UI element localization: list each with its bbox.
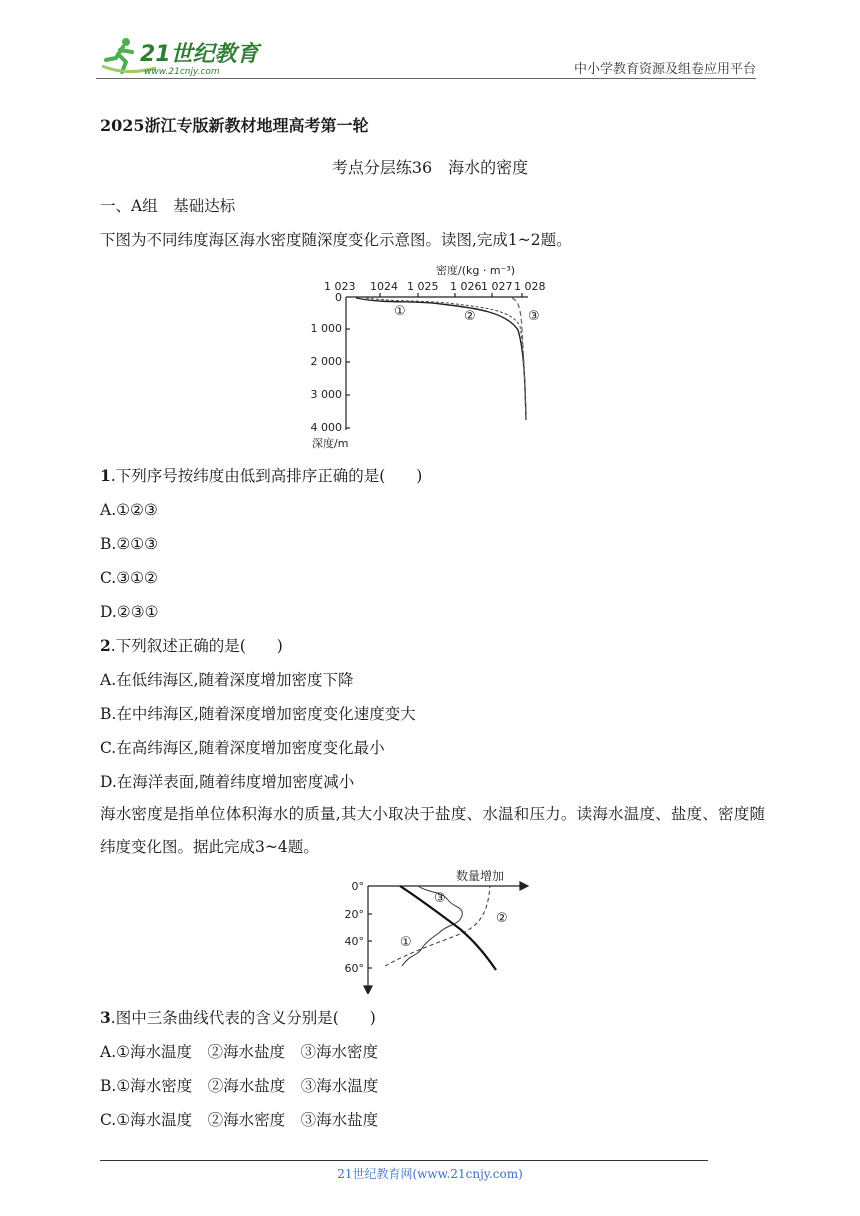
lat-tick: 60° [344, 962, 364, 975]
fig2-curve-label-3: ③ [434, 891, 446, 906]
logo-text: 21世纪教育 [140, 42, 259, 67]
figure2-arrow-label: 数量增加 [456, 869, 505, 883]
q1-option-c: C.③①② [100, 569, 158, 587]
q2-option-a: A.在低纬海区,随着深度增加密度下降 [100, 671, 354, 689]
question-2 [100, 636, 283, 656]
question-stem: .下列序号按纬度由低到高排序正确的是( ) [110, 467, 423, 485]
x-tick: 1 023 [324, 280, 356, 293]
curve-3-solid [400, 886, 496, 970]
y-tick: 0 [335, 291, 342, 304]
figure1-x-ticks [324, 280, 546, 293]
section-heading: 一、A组 基础达标 [100, 197, 236, 215]
q2-option-d: D.在海洋表面,随着纬度增加密度减小 [100, 773, 355, 791]
header-divider [96, 78, 756, 79]
x-tick: 1 027 [481, 280, 513, 293]
q3-option-c: C.①海水温度 ②海水密度 ③海水盐度 [100, 1111, 379, 1129]
x-tick: 1 028 [514, 280, 546, 293]
figure1-y-label: 深度/m [312, 437, 349, 450]
fig2-curve-label-1: ① [400, 935, 412, 950]
footer-divider [100, 1160, 708, 1161]
lesson-title: 考点分层练36 海水的密度 [331, 158, 529, 177]
curve-2-wavy [402, 886, 462, 966]
question-3 [100, 1008, 376, 1028]
q3-option-b: B.①海水密度 ②海水盐度 ③海水温度 [100, 1077, 379, 1095]
q1-option-d: D.②③① [100, 603, 159, 621]
fig2-curve-label-2: ② [496, 911, 508, 926]
y-tick: 1 000 [310, 322, 342, 335]
x-tick: 1024 [370, 280, 398, 293]
curve-1-low-latitude [356, 298, 526, 420]
intro-paragraph-2: 海水密度是指单位体积海水的质量,其大小取决于盐度、水温和压力。读海水温度、盐度、密度随纬度变化图。据此完成3~4题。 [100, 805, 765, 856]
y-tick: 3 000 [310, 388, 342, 401]
x-tick: 1 026 [450, 280, 482, 293]
lat-tick: 40° [344, 935, 364, 948]
footer-link[interactable]: 21世纪教育网(www.21cnjy.com) [337, 1167, 523, 1181]
site-logo [96, 34, 266, 78]
logo-url: www.21cnjy.com [144, 67, 220, 77]
question-1 [100, 466, 422, 486]
question-stem: .图中三条曲线代表的含义分别是( ) [110, 1009, 376, 1027]
figure1-y-ticks [311, 291, 343, 434]
curve-3-high-latitude [512, 298, 526, 420]
figure1-axes [346, 293, 528, 430]
y-tick: 4 000 [310, 421, 342, 434]
lat-tick: 20° [344, 908, 364, 921]
density-depth-figure [306, 260, 556, 456]
curve-label-2: ② [464, 309, 476, 324]
y-tick: 2 000 [310, 355, 342, 368]
figure1-top-label: 密度/(kg · m⁻³) [436, 264, 516, 277]
lat-tick: 0° [351, 880, 364, 893]
question-number: 3 [100, 1008, 111, 1027]
q1-option-b: B.②①③ [100, 535, 159, 553]
latitude-figure [330, 864, 530, 998]
q3-option-a: A.①海水温度 ②海水盐度 ③海水密度 [100, 1043, 379, 1061]
question-stem: .下列叙述正确的是( ) [110, 637, 283, 655]
curve-label-1: ① [394, 304, 406, 319]
q1-option-a: A.①②③ [100, 501, 158, 519]
q2-option-b: B.在中纬海区,随着深度增加密度变化速度变大 [100, 705, 416, 723]
platform-name: 中小学教育资源及组卷应用平台 [573, 62, 756, 77]
series-title: 2025浙江专版新教材地理高考第一轮 [100, 116, 369, 135]
intro-paragraph-1: 下图为不同纬度海区海水密度随深度变化示意图。读图,完成1~2题。 [100, 231, 572, 249]
x-tick: 1 025 [407, 280, 439, 293]
curve-label-3: ③ [528, 309, 540, 324]
question-number: 1 [100, 466, 111, 485]
question-number: 2 [100, 636, 111, 655]
q2-option-c: C.在高纬海区,随着深度增加密度变化最小 [100, 739, 385, 757]
